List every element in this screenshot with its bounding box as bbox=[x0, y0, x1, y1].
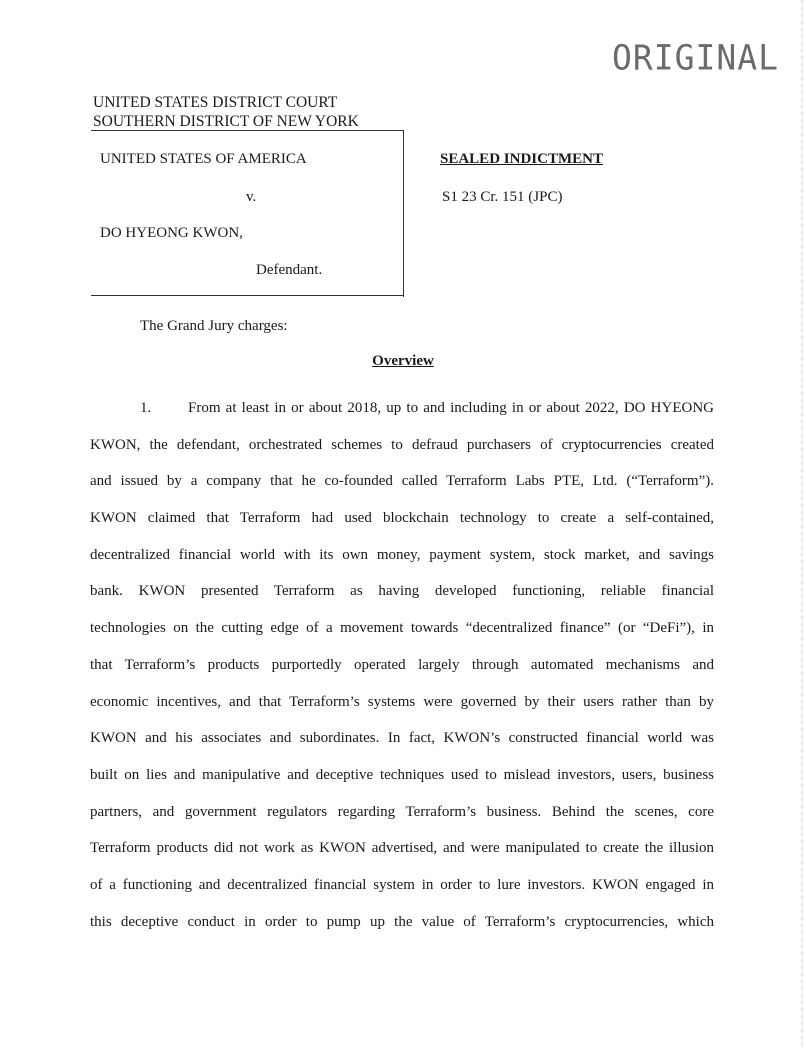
paragraph-line: KWON and his associates and subordinates. In fact, KWON’s constructed financial world was bbox=[90, 730, 714, 747]
scan-edge bbox=[801, 0, 803, 1048]
paragraph-line: technologies on the cutting edge of a movement towards “decentralized finance” (or “DeFi”), in bbox=[90, 620, 714, 637]
caption-defendant-label: Defendant. bbox=[256, 262, 323, 278]
paragraph-line: bank. KWON presented Terraform as having developed functioning, reliable financial bbox=[90, 583, 714, 600]
paragraph-line: of a functioning and decentralized financial system in order to lure investors. KWON engaged in bbox=[90, 876, 714, 893]
grand-jury-charges: The Grand Jury charges: bbox=[140, 318, 288, 334]
original-stamp: ORIGINAL bbox=[612, 37, 779, 78]
court-name: UNITED STATES DISTRICT COURT bbox=[93, 94, 338, 111]
paragraph-line: partners, and government regulators regarding Terraform’s business. Behind the scenes, core bbox=[90, 803, 714, 820]
document-title: SEALED INDICTMENT bbox=[440, 151, 603, 167]
paragraph-number: 1. bbox=[140, 400, 152, 416]
caption-versus: v. bbox=[246, 189, 257, 205]
paragraph-line: that Terraform’s products purportedly operated largely through automated mechanisms and bbox=[90, 656, 714, 673]
caption-defendant-name: DO HYEONG KWON, bbox=[100, 225, 243, 241]
paragraph-line: KWON, the defendant, orchestrated schemes to defraud purchasers of cryptocurrencies created bbox=[90, 436, 714, 453]
paragraph-line: Terraform products did not work as KWON advertised, and were manipulated to create the illusion bbox=[90, 840, 714, 857]
caption-plaintiff: UNITED STATES OF AMERICA bbox=[100, 151, 307, 167]
paragraph-line: KWON claimed that Terraform had used blockchain technology to create a self-contained, bbox=[90, 510, 714, 527]
case-number: S1 23 Cr. 151 (JPC) bbox=[442, 189, 563, 205]
court-heading bbox=[93, 93, 359, 131]
caption-bottom-rule bbox=[91, 295, 404, 296]
paragraph-line: From at least in or about 2018, up to and including in or about 2022, DO HYEONG bbox=[188, 400, 714, 416]
paragraph-line: and issued by a company that he co-founded called Terraform Labs PTE, Ltd. (“Terraform”). bbox=[90, 473, 714, 490]
section-heading bbox=[0, 353, 806, 370]
paragraph-1 bbox=[90, 390, 714, 940]
paragraph-line: built on lies and manipulative and deceptive techniques used to mislead investors, users, business bbox=[90, 766, 714, 783]
court-district: SOUTHERN DISTRICT OF NEW YORK bbox=[93, 113, 359, 130]
paragraph-line: economic incentives, and that Terraform’s systems were governed by their users rather than by bbox=[90, 693, 714, 710]
paragraph-line: decentralized financial world with its own money, payment system, stock market, and savings bbox=[90, 546, 714, 563]
paragraph-line: this deceptive conduct in order to pump up the value of Terraform’s cryptocurrencies, which bbox=[90, 913, 714, 930]
section-heading-text: Overview bbox=[372, 353, 434, 369]
